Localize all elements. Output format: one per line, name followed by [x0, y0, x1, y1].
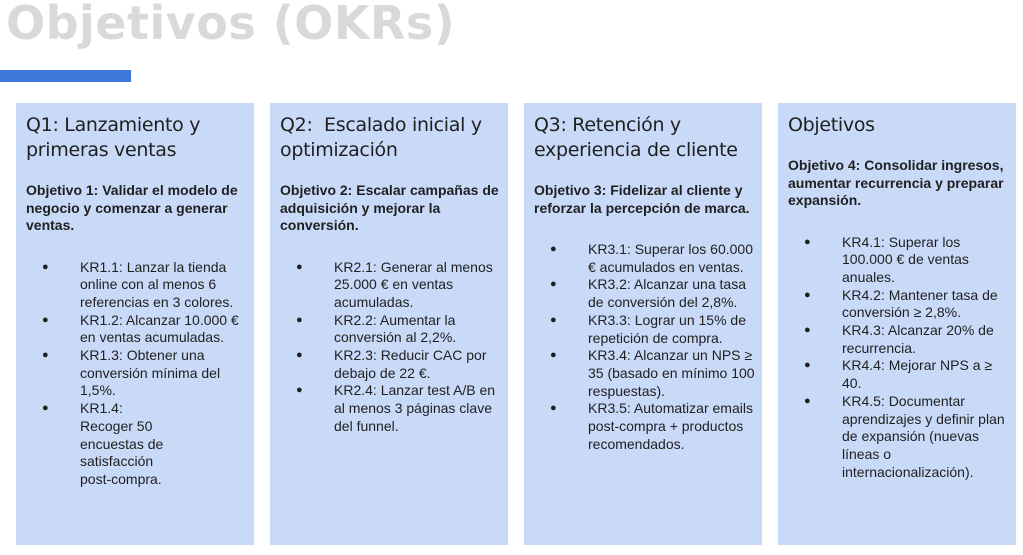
kr-item: ● KR2.4: Lanzar test A/B en al menos 3 páginas clave del funnel. [296, 382, 496, 434]
card-objective: Objetivo 1: Validar el modelo de negocio y comenzar a generar ventas. [26, 182, 238, 233]
kr-list [788, 234, 1010, 482]
kr-item: ● KR3.1: Superar los 60.000 € acumulados en ventas. [550, 241, 753, 275]
kr-item: ● KR2.2: Aumentar la conversión al 2,2%. [296, 311, 457, 346]
bullet-icon: ● [42, 402, 49, 415]
bullet-icon: ● [804, 394, 811, 407]
kr-item: ● KR1.2: Alcanzar 10.000 € en ventas acumuladas. [42, 311, 239, 346]
bullet-icon: ● [804, 324, 811, 337]
kr-item: ● KR4.2: Mantener tasa de conversión ≥ 2,8%. [804, 286, 998, 321]
kr-list [26, 259, 248, 489]
bullet-icon: ● [296, 349, 303, 362]
card-objective: Objetivo 2: Escalar campañas de adquisición y mejorar la conversión. [280, 182, 499, 233]
title-accent-bar [0, 70, 131, 82]
kr-item: ● KR3.3: Lograr un 15% de repetición de compra. [550, 311, 746, 346]
okr-card-q1 [16, 103, 254, 545]
bullet-icon: ● [42, 260, 49, 273]
bullet-icon: ● [296, 384, 303, 397]
okr-card-q2 [270, 103, 508, 545]
kr-item: ● KR4.4: Mejorar NPS a ≥ 40. [804, 357, 993, 392]
bullet-icon: ● [804, 359, 811, 372]
okr-card-annual [778, 103, 1016, 545]
kr-list [280, 259, 502, 436]
kr-item: ● KR2.3: Reducir CAC por debajo de 22 €. [296, 347, 487, 381]
bullet-icon: ● [296, 260, 303, 273]
bullet-icon: ● [296, 313, 303, 326]
page-title: Objetivos (OKRs) [6, 0, 456, 50]
bullet-icon: ● [42, 349, 49, 362]
bullet-icon: ● [550, 402, 557, 415]
kr-item: ● KR1.4: Recoger 50 encuestas de satisfacción post-compra. [42, 400, 164, 487]
bullet-icon: ● [550, 349, 557, 362]
bullet-icon: ● [804, 288, 811, 301]
kr-list [534, 241, 756, 453]
card-title: Objetivos [788, 114, 875, 136]
kr-item: ● KR3.4: Alcanzar un NPS ≥ 35 (basado en mínimo 100 respuestas). [550, 347, 755, 399]
card-title: Q1: Lanzamiento y primeras ventas [26, 114, 201, 161]
card-objective: Objetivo 3: Fidelizar al cliente y reforzar la percepción de marca. [534, 182, 750, 216]
kr-item: ● KR3.2: Alcanzar una tasa de conversión del 2,8%. [550, 276, 746, 311]
kr-item: ● KR4.1: Superar los 100.000 € de ventas anuales. [804, 233, 969, 285]
bullet-icon: ● [42, 313, 49, 326]
bullet-icon: ● [550, 313, 557, 326]
kr-item: ● KR4.5: Documentar aprendizajes y definir plan de expansión (nuevas líneas o internacionalización). [804, 392, 1005, 480]
bullet-icon: ● [550, 243, 557, 255]
kr-item: ● KR4.3: Alcanzar 20% de recurrencia. [804, 322, 994, 356]
kr-item: ● KR1.3: Obtener una conversión mínima del 1,5%. [42, 347, 221, 399]
card-title: Q3: Retención y experiencia de cliente [534, 114, 738, 161]
card-title: Q2: Escalado inicial y optimización [280, 114, 488, 161]
kr-item: ● KR1.1: Lanzar la tienda online con al menos 6 referencias en 3 colores. [42, 258, 234, 310]
kr-item: ● KR3.5: Automatizar emails post-compra + productos recomendados. [550, 400, 753, 452]
card-objective: Objetivo 4: Consolidar ingresos, aumentar recurrencia y preparar expansión. [788, 157, 1004, 208]
kr-item: ● KR2.1: Generar al menos 25.000 € en ventas acumuladas. [296, 258, 493, 310]
okr-card-q3 [524, 103, 762, 545]
bullet-icon: ● [550, 278, 557, 291]
bullet-icon: ● [804, 235, 811, 248]
